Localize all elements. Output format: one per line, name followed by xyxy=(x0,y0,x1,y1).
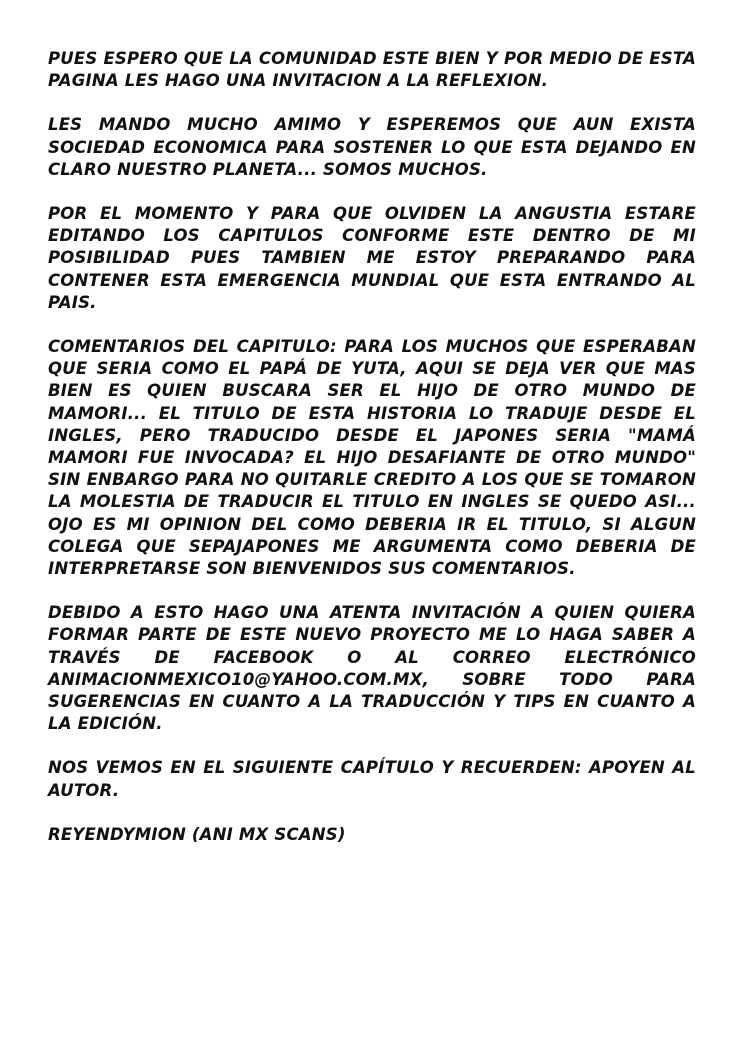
paragraph-greeting: LES MANDO MUCHO AMIMO Y ESPEREMOS QUE AUN EXISTA SOCIEDAD ECONOMICA PARA SOSTENER LO QUE ESTA DEJANDO EN CLARO NUESTRO PLANETA... SOMOS MUCHOS. xyxy=(48,115,696,179)
paragraph-editing-status: POR EL MOMENTO Y PARA QUE OLVIDEN LA ANGUSTIA ESTARE EDITANDO LOS CAPITULOS CONFORME ESTE DENTRO DE MI POSIBILIDAD PUES TAMBIEN ME ESTOY PREPARANDO PARA CONTENER ESTA EMERGENCIA MUNDIAL QUE ESTA ENTRANDO AL PAIS. xyxy=(48,204,696,312)
signature: REYENDYMION (ANI MX SCANS) xyxy=(48,824,346,844)
paragraph-invitation: DEBIDO A ESTO HAGO UNA ATENTA INVITACIÓN A QUIEN QUIERA FORMAR PARTE DE ESTE NUEVO PROYECTO ME LO HAGA SABER A TRAVÉS DE FACEBOOK O AL CORREO ELECTRÓNICO ANIMACIONMEXICO10@YAHOO.COM.MX, SOBRE TODO PARA SUGERENCIAS EN CUANTO A LA TRADUCCIÓN Y TIPS EN CUANTO A LA EDICIÓN. xyxy=(48,603,696,734)
notice-text-block xyxy=(48,48,696,868)
paragraph-farewell: NOS VEMOS EN EL SIGUIENTE CAPÍTULO Y RECUERDEN: APOYEN AL AUTOR. xyxy=(48,758,696,800)
paragraph-chapter-comments: COMENTARIOS DEL CAPITULO: PARA LOS MUCHOS QUE ESPERABAN QUE SERIA COMO EL PAPÁ DE YUTA, AQUI SE DEJA VER QUE MAS BIEN ES QUIEN BUSCARA SER EL HIJO DE OTRO MUNDO DE MAMORI... EL TITULO DE ESTA HISTORIA LO TRADUJE DESDE EL INGLES, PERO TRADUCIDO DESDE EL JAPONES SERIA "MAMÁ MAMORI FUE INVOCADA? EL HIJO DESAFIANTE DE OTRO MUNDO" SIN ENBARGO PARA NO QUITARLE CREDITO A LOS QUE SE TOMARON LA MOLESTIA DE TRADUCIR EL TITULO EN INGLES SE QUEDO ASI... OJO ES MI OPINION DEL COMO DEBERIA IR EL TITULO, SI ALGUN COLEGA QUE SEPAJAPONES ME ARGUMENTA COMO DEBERIA DE INTERPRETARSE SON BIENVENIDOS SUS COMENTARIOS. xyxy=(48,337,696,579)
paragraph-intro: PUES ESPERO QUE LA COMUNIDAD ESTE BIEN Y POR MEDIO DE ESTA PAGINA LES HAGO UNA INVITACION A LA REFLEXION. xyxy=(48,49,696,91)
